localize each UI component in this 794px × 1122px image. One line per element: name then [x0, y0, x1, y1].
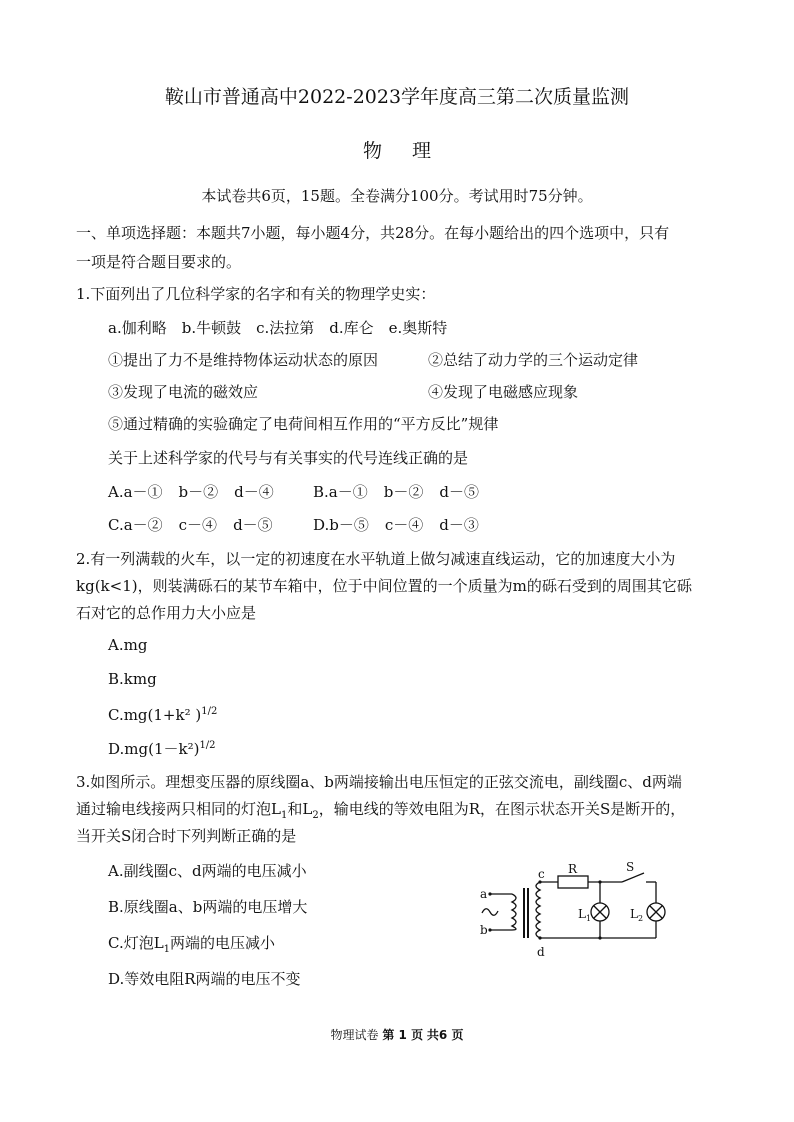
q3-option-c-sub: 1 [163, 944, 171, 955]
terminal-b-dot [488, 928, 491, 931]
q2-stem-line1: 2.有一列满载的火车，以一定的初速度在水平轨道上做匀减速直线运动，它的加速度大小为 [76, 550, 676, 568]
junction-top-dot [598, 880, 601, 883]
q2-option-d-base: D.mg(1－k²) [108, 740, 200, 758]
q1-option-d-part3: d－③ [439, 516, 479, 534]
label-b: b [480, 923, 488, 937]
junction-bottom-dot [598, 936, 601, 939]
q1-option-d-part2: c－④ [384, 516, 424, 534]
q1-fact-5: ⑤通过精确的实验确定了电荷间相互作用的“平方反比”规律 [108, 415, 499, 433]
q3-stem-line1: 3.如图所示。理想变压器的原线圈a、b两端接输出电压恒定的正弦交流电，副线圈c、d两端 [76, 773, 682, 791]
q1-option-c-part2: c－④ [178, 516, 218, 534]
terminal-d-dot [538, 936, 541, 939]
q3-option-c-b: 两端的电压减小 [170, 934, 276, 952]
q1-option-a [108, 482, 290, 502]
q1-fact-2: ②总结了动力学的三个运动定律 [428, 351, 639, 369]
q3-option-a: A.副线圈c、d两端的电压减小 [108, 862, 307, 880]
q3-stem-line2-b: 和L [287, 800, 313, 818]
q1-option-c-part3: d－⑤ [233, 516, 273, 534]
q2-option-c-base: C.mg(1+k² ) [108, 706, 202, 724]
q1-prompt: 关于上述科学家的代号与有关事实的代号连线正确的是 [108, 449, 469, 467]
q1-fact-1: ①提出了力不是维持物体运动状态的原因 [108, 351, 379, 369]
label-d: d [537, 945, 545, 959]
label-r: R [568, 862, 578, 876]
q3-option-c [108, 933, 275, 953]
q1-option-b-part1: B.a－① [313, 483, 368, 501]
footer-prefix: 物理试卷 [330, 1028, 379, 1042]
section-heading-line2: 一项是符合题目要求的。 [76, 253, 242, 271]
q1-option-d-part1: D.b－⑤ [313, 516, 369, 534]
label-l2-main: L [630, 907, 638, 921]
switch-s [622, 873, 644, 882]
q2-option-d [108, 739, 216, 759]
q1-option-c-part1: C.a－② [108, 516, 163, 534]
q1-option-b-part3: d－⑤ [439, 483, 479, 501]
page-footer [0, 1026, 794, 1043]
q3-stem-line2-a: 通过输电线接两只相同的灯泡L [76, 800, 281, 818]
footer-page-number: 第 1 页 [382, 1028, 424, 1042]
q3-option-d: D.等效电阻R两端的电压不变 [108, 970, 301, 988]
q1-fact-4: ④发现了电磁感应现象 [428, 383, 579, 401]
q3-stem-line2-sub1: 1 [280, 810, 288, 821]
q2-stem-line2: kg(k<1)，则装满砾石的某节车箱中，位于中间位置的一个质量为m的砾石受到的周围其它砾 [76, 577, 692, 595]
q1-stem: 1.下面列出了几位科学家的名字和有关的物理学史实： [76, 285, 436, 303]
subject-title: 物理 [362, 140, 461, 162]
q1-option-b-part2: b－② [383, 483, 424, 501]
resistor-r [558, 876, 588, 888]
section-heading-line1: 一、单项选择题：本题共7小题，每小题4分，共28分。在每小题给出的四个选项中，只有 [76, 224, 670, 242]
label-l2 [630, 907, 643, 923]
label-l1 [578, 907, 591, 923]
q1-scientists: a.伽利略 b.牛顿鼓 c.法拉第 d.库仑 e.奥斯特 [108, 319, 448, 337]
q3-option-c-a: C.灯泡L [108, 934, 164, 952]
label-l1-sub: 1 [585, 914, 592, 923]
q2-option-c [108, 705, 217, 725]
q1-option-a-part1: A.a－① [108, 483, 163, 501]
q3-stem-line3: 当开关S闭合时下列判断正确的是 [76, 827, 297, 845]
label-s: S [626, 860, 635, 874]
q2-stem-line3: 石对它的总作用力大小应是 [76, 604, 257, 622]
label-l2-sub: 2 [637, 914, 644, 923]
q1-option-a-part3: d－④ [234, 483, 274, 501]
exam-title: 鞍山市普通高中2022-2023学年度高三第二次质量监测 [164, 86, 630, 108]
q1-option-a-part2: b－② [178, 483, 219, 501]
label-a: a [480, 887, 488, 901]
label-c: c [538, 867, 545, 881]
q1-option-d [313, 515, 495, 535]
transformer-circuit-diagram [474, 860, 674, 965]
q2-option-c-exponent: 1/2 [201, 706, 218, 717]
q2-option-d-exponent: 1/2 [199, 740, 216, 751]
terminal-a-dot [488, 892, 491, 895]
label-l1-main: L [578, 907, 586, 921]
secondary-coil [536, 882, 540, 938]
ac-source-icon [482, 909, 498, 916]
q3-stem-line2 [76, 799, 685, 819]
q1-option-b [313, 482, 495, 502]
q3-stem-line2-c: ，输电线的等效电阻为R，在图示状态开关S是断开的， [318, 800, 686, 818]
q2-option-b: B.kmg [108, 670, 157, 688]
exam-info: 本试卷共6页，15题。全卷满分100分。考试用时75分钟。 [201, 187, 593, 205]
q2-option-a: A.mg [108, 636, 148, 654]
q1-fact-3: ③发现了电流的磁效应 [108, 383, 259, 401]
q3-stem-line2-sub2: 2 [312, 810, 319, 821]
footer-total-pages: 共6 页 [426, 1028, 464, 1042]
q1-option-c [108, 515, 289, 535]
primary-coil [512, 894, 516, 930]
q3-option-b: B.原线圈a、b两端的电压增大 [108, 898, 308, 916]
